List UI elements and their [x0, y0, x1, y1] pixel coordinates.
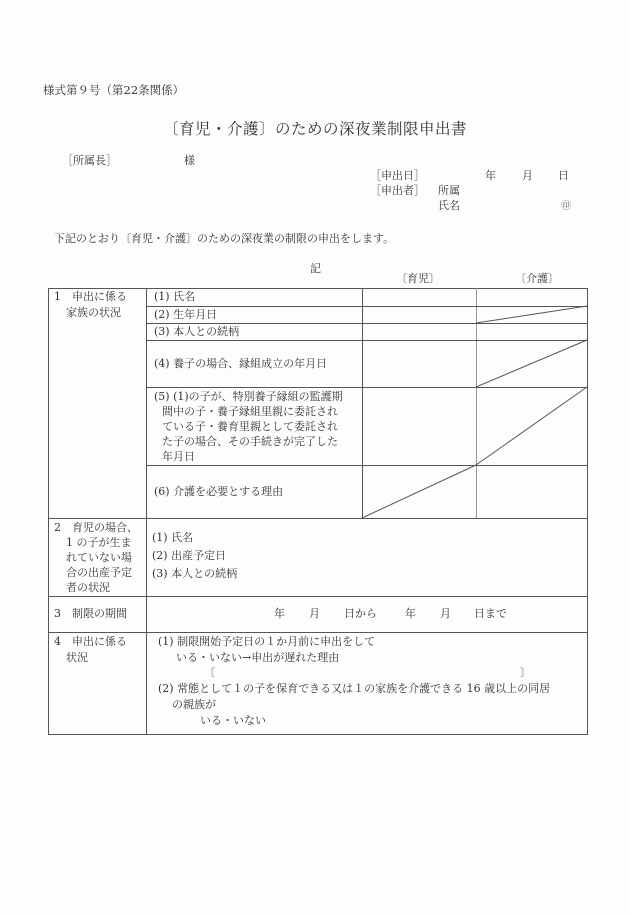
section2-heading-line2: 1 の子が生ま: [66, 536, 132, 549]
period-start-year[interactable]: 年: [274, 607, 285, 620]
item5-line2: 間中の子・養子縁組里親に委託され: [162, 405, 338, 418]
name-field[interactable]: 氏名: [438, 199, 460, 212]
section4-heading-line1: 4 申出に係る: [54, 635, 127, 648]
advance-notice-question: (1) 制限開始予定日の１か月前に申出をして: [158, 635, 376, 648]
period-end-day[interactable]: 日まで: [474, 607, 507, 620]
section1-heading-line1: 1 申出に係る: [54, 290, 127, 303]
nursing-relationship-field[interactable]: [477, 324, 587, 340]
form-number: 様式第９号（第22条関係）: [43, 83, 185, 97]
childcare-name-field[interactable]: [363, 289, 476, 306]
expected-relationship-field[interactable]: (3) 本人との続柄: [152, 567, 238, 580]
period-start-day[interactable]: 日から: [344, 607, 377, 620]
column-header-childcare: 〔育児〕: [396, 272, 440, 285]
item5-line1: (5) (1)の子が、特別養子縁組の監護期: [154, 390, 343, 403]
application-table: [48, 288, 588, 735]
addressee-label: ［所属長］: [62, 154, 117, 167]
expected-due-date-field[interactable]: (2) 出産予定日: [152, 549, 227, 562]
section3-heading: 3 制限の期間: [54, 607, 127, 620]
page-title: 〔育児・介護〕のための深夜業制限申出書: [162, 120, 467, 138]
item-relationship: (3) 本人との続柄: [154, 325, 240, 338]
nursing-name-field[interactable]: [477, 289, 587, 306]
cohabiting-relative-question-cont: の親族が: [172, 698, 216, 711]
section2-heading-line5: 者の状況: [66, 581, 110, 594]
expected-name-field[interactable]: (1) 氏名: [152, 531, 194, 544]
advance-notice-choice[interactable]: いる・いない→申出が遅れた理由: [176, 651, 340, 664]
section4-heading-line2: 状況: [66, 651, 88, 664]
childcare-adoption-date-field[interactable]: [363, 341, 476, 387]
cohabiting-relative-question: (2) 常態として１の子を保育できる又は１の家族を介護できる 16 歳以上の同居: [158, 682, 551, 695]
nursing-care-reason-field[interactable]: [477, 466, 587, 518]
applicant-label: ［申出者］: [370, 184, 425, 197]
item5-line4: た子の場合、その手続きが完了した: [162, 435, 338, 448]
item-name: (1) 氏名: [154, 290, 196, 303]
section1-heading-line2: 家族の状況: [66, 306, 121, 319]
section2-heading-line1: 2 育児の場合、: [54, 521, 138, 534]
cohabiting-relative-choice[interactable]: いる・いない: [200, 714, 266, 727]
item-care-reason: (6) 介護を必要とする理由: [154, 485, 284, 498]
date-day-field[interactable]: 日: [558, 169, 569, 182]
column-header-nursing: 〔介護〕: [515, 272, 559, 285]
period-start-month[interactable]: 月: [309, 607, 320, 620]
date-label: ［申出日］: [370, 169, 425, 182]
period-end-month[interactable]: 月: [440, 607, 451, 620]
affiliation-field[interactable]: 所属: [438, 184, 460, 197]
childcare-procedure-date-field[interactable]: [363, 388, 476, 465]
statement-text: 下記のとおり〔育児・介護〕のための深夜業の制限の申出をします。: [54, 232, 395, 245]
item-birthdate: (2) 生年月日: [154, 308, 218, 321]
item-adoption-date: (4) 養子の場合、縁組成立の年月日: [154, 357, 328, 370]
period-end-year[interactable]: 年: [405, 607, 416, 620]
ki-heading: 記: [310, 262, 321, 275]
seal-icon: ㊞: [561, 201, 571, 212]
childcare-relationship-field[interactable]: [363, 324, 476, 340]
section2-heading-line4: 合の出産予定: [66, 566, 132, 579]
childcare-birthdate-field[interactable]: [363, 307, 476, 323]
addressee-honorific: 様: [184, 154, 195, 167]
item5-line3: ている子・養育里親として委託され: [162, 420, 338, 433]
delay-reason-field[interactable]: [218, 666, 518, 681]
delay-reason-bracket-close: 〕: [520, 666, 531, 679]
delay-reason-bracket-open: 〔: [204, 666, 215, 679]
item5-line5: 年月日: [162, 450, 195, 463]
date-month-field[interactable]: 月: [522, 169, 533, 182]
date-year-field[interactable]: 年: [485, 169, 496, 182]
section2-heading-line3: れていない場: [66, 551, 132, 564]
